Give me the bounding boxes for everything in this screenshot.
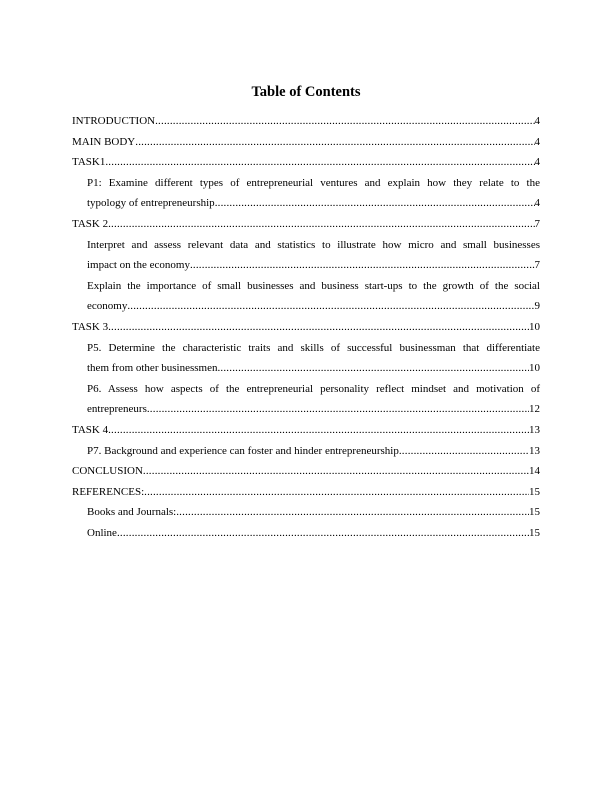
toc-entry-task3[interactable]: [72, 317, 540, 338]
toc-entry-label: Books and Journals:: [87, 506, 177, 519]
toc-entry-label: INTRODUCTION: [72, 115, 156, 127]
toc-entry-books-journals[interactable]: [72, 502, 540, 523]
toc-entry-line1: P1: Examine different types of entrepreneurial ventures and explain how they relate to the: [87, 176, 540, 189]
toc-entry-task2[interactable]: [72, 214, 540, 235]
toc-entry-label: REFERENCES:: [72, 485, 145, 498]
toc-entry-p6[interactable]: [72, 379, 540, 420]
toc-page-number: 10: [529, 320, 540, 333]
toc-entry-importance-small-businesses[interactable]: [72, 276, 540, 317]
dot-leader: [143, 461, 529, 482]
toc-title: Table of Contents: [251, 84, 361, 100]
table-of-contents: [72, 111, 540, 543]
dot-leader: [147, 399, 529, 420]
toc-entry-online[interactable]: [72, 523, 540, 544]
toc-entry-main-body[interactable]: [72, 132, 540, 153]
toc-entry-label: typology of entrepreneurship: [87, 197, 215, 210]
dot-leader: [399, 441, 529, 462]
toc-page-number: 7: [534, 259, 540, 272]
toc-entry-label: MAIN BODY: [72, 135, 136, 148]
toc-page-number: 4: [534, 135, 540, 148]
toc-entry-conclusion[interactable]: [72, 461, 540, 482]
toc-entry-references[interactable]: [72, 482, 540, 503]
toc-page-number: 10: [529, 362, 540, 375]
dot-leader: [117, 523, 529, 544]
toc-entry-introduction[interactable]: [72, 111, 540, 132]
dot-leader: [127, 296, 534, 317]
toc-page-number: 13: [529, 423, 540, 436]
toc-page-number: 13: [529, 444, 540, 457]
dot-leader: [155, 111, 534, 132]
toc-entry-line1: Interpret and assess relevant data and statistics to illustrate how micro and small businesses: [87, 238, 540, 251]
toc-entry-p7[interactable]: [72, 441, 540, 462]
dot-leader: [108, 214, 534, 235]
toc-entry-label: TASK1: [72, 156, 106, 169]
toc-entry-label: TASK 2: [72, 217, 109, 230]
toc-page-number: 9: [534, 300, 540, 313]
dot-leader: [144, 482, 529, 503]
toc-entry-label: impact on the economy: [87, 259, 190, 272]
toc-page-number: 7: [534, 217, 540, 230]
toc-entry-label: them from other businessmen: [87, 362, 218, 375]
toc-entry-line1: Explain the importance of small businesses and business start-ups to the growth of the social: [87, 279, 540, 292]
dot-leader: [217, 358, 529, 379]
dot-leader: [105, 152, 534, 173]
dot-leader: [108, 317, 529, 338]
toc-entry-interpret-data[interactable]: [72, 235, 540, 276]
toc-entry-label: TASK 3: [72, 320, 109, 333]
toc-entry-line1: P5. Determine the characteristic traits and skills of successful businessman that differentiate: [87, 341, 540, 354]
toc-entry-label: TASK 4: [72, 423, 109, 436]
toc-page-number: 15: [529, 506, 540, 519]
toc-entry-label: Online: [87, 526, 117, 539]
toc-page-number: 12: [529, 403, 540, 416]
toc-entry-label: entrepreneurs: [87, 403, 147, 416]
toc-page-number: 14: [529, 465, 540, 478]
dot-leader: [190, 255, 535, 276]
toc-page-number: 15: [529, 526, 540, 539]
dot-leader: [135, 132, 534, 153]
toc-entry-p5[interactable]: [72, 338, 540, 379]
toc-entry-label: P7. Background and experience can foster and hinder entrepreneurship: [87, 444, 399, 457]
dot-leader: [215, 193, 535, 214]
dot-leader: [176, 502, 529, 523]
toc-page-number: 4: [534, 156, 540, 169]
toc-entry-label: economy: [87, 300, 128, 313]
dot-leader: [108, 420, 529, 441]
toc-entry-p1[interactable]: [72, 173, 540, 214]
toc-page-number: 15: [529, 485, 540, 498]
toc-page-number: 4: [534, 115, 540, 127]
toc-page-number: 4: [534, 197, 540, 210]
toc-entry-task1[interactable]: [72, 152, 540, 173]
toc-entry-label: CONCLUSION: [72, 465, 143, 478]
toc-entry-task4[interactable]: [72, 420, 540, 441]
toc-entry-line1: P6. Assess how aspects of the entrepreneurial personality reflect mindset and motivation of: [87, 382, 540, 395]
